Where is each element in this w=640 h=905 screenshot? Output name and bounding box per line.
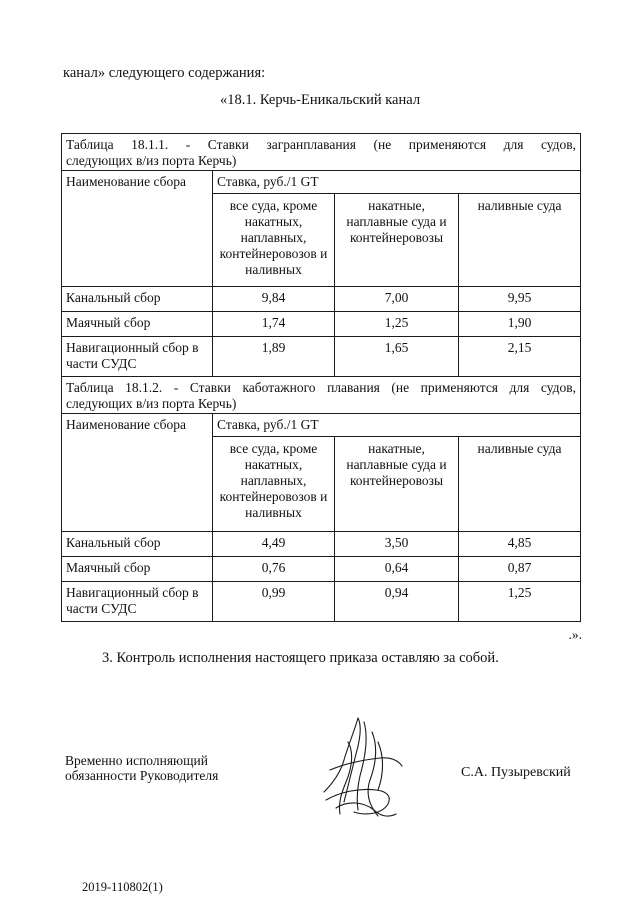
row-value: 9,95 [459,287,581,312]
sub-header-roro: накатные, наплавные суда и контейнеровозы [335,194,459,287]
row-name: Навигационный сбор в части СУДС [62,582,213,622]
table-caption [62,134,581,171]
rates-tables [61,133,580,622]
table-row [62,557,581,582]
sub-header-all-vessels: все суда, кроме накатных, наплавных, контейнеровозов и наливных [213,194,335,287]
table-caption-line1: Таблица 18.1.1. - Ставки загранплавания (не применяются для судов, [66,137,577,152]
row-name: Маячный сбор [62,557,213,582]
signatory-position [65,753,218,783]
row-value: 1,90 [459,312,581,337]
row-value: 0,87 [459,557,581,582]
row-value: 0,64 [335,557,459,582]
row-value: 1,89 [213,337,335,377]
row-name: Канальный сбор [62,287,213,312]
table-row [62,532,581,557]
table-caption-line2: следующих в/из порта Керчь) [66,396,237,411]
row-value: 2,15 [459,337,581,377]
row-value: 4,85 [459,532,581,557]
col-header-name: Наименование сбора [62,171,213,287]
table-caption [62,377,581,414]
row-value: 1,25 [335,312,459,337]
row-name: Навигационный сбор в части СУДС [62,337,213,377]
col-header-rate: Ставка, руб./1 GT [213,414,581,437]
sub-header-roro: накатные, наплавные суда и контейнеровозы [335,437,459,532]
row-value: 4,49 [213,532,335,557]
document-number: 2019-110802(1) [82,880,163,894]
table-row [62,287,581,312]
signer-name: С.А. Пузыревский [461,765,571,780]
position-line1: Временно исполняющий [65,753,208,768]
position-line2: обязанности Руководителя [65,768,219,783]
table-row [62,337,581,377]
row-value: 0,76 [213,557,335,582]
row-value: 1,25 [459,582,581,622]
col-header-name: Наименование сбора [62,414,213,532]
clause-text: 3. Контроль исполнения настоящего приказа оставляю за собой. [102,650,499,666]
sub-header-tankers: наливные суда [459,437,581,532]
table-row [62,312,581,337]
intro-text: канал» следующего содержания: [63,65,266,81]
row-value: 0,94 [335,582,459,622]
rates-table-foreign [61,133,581,377]
col-header-rate: Ставка, руб./1 GT [213,171,581,194]
row-value: 7,00 [335,287,459,312]
row-name: Канальный сбор [62,532,213,557]
row-name: Маячный сбор [62,312,213,337]
handwritten-signature [318,712,408,824]
row-value: 9,84 [213,287,335,312]
row-value: 3,50 [335,532,459,557]
sub-header-tankers: наливные суда [459,194,581,287]
table-row [62,582,581,622]
row-value: 1,74 [213,312,335,337]
table-caption-line2: следующих в/из порта Керчь) [66,153,237,168]
row-value: 0,99 [213,582,335,622]
table-caption-line1: Таблица 18.1.2. - Ставки каботажного плавания (не применяются для судов, [66,380,576,395]
row-value: 1,65 [335,337,459,377]
section-heading: «18.1. Керчь-Еникальский канал [219,92,421,108]
closing-quote: .». [568,627,582,642]
rates-table-cabotage [61,376,581,622]
sub-header-all-vessels: все суда, кроме накатных, наплавных, контейнеровозов и наливных [213,437,335,532]
